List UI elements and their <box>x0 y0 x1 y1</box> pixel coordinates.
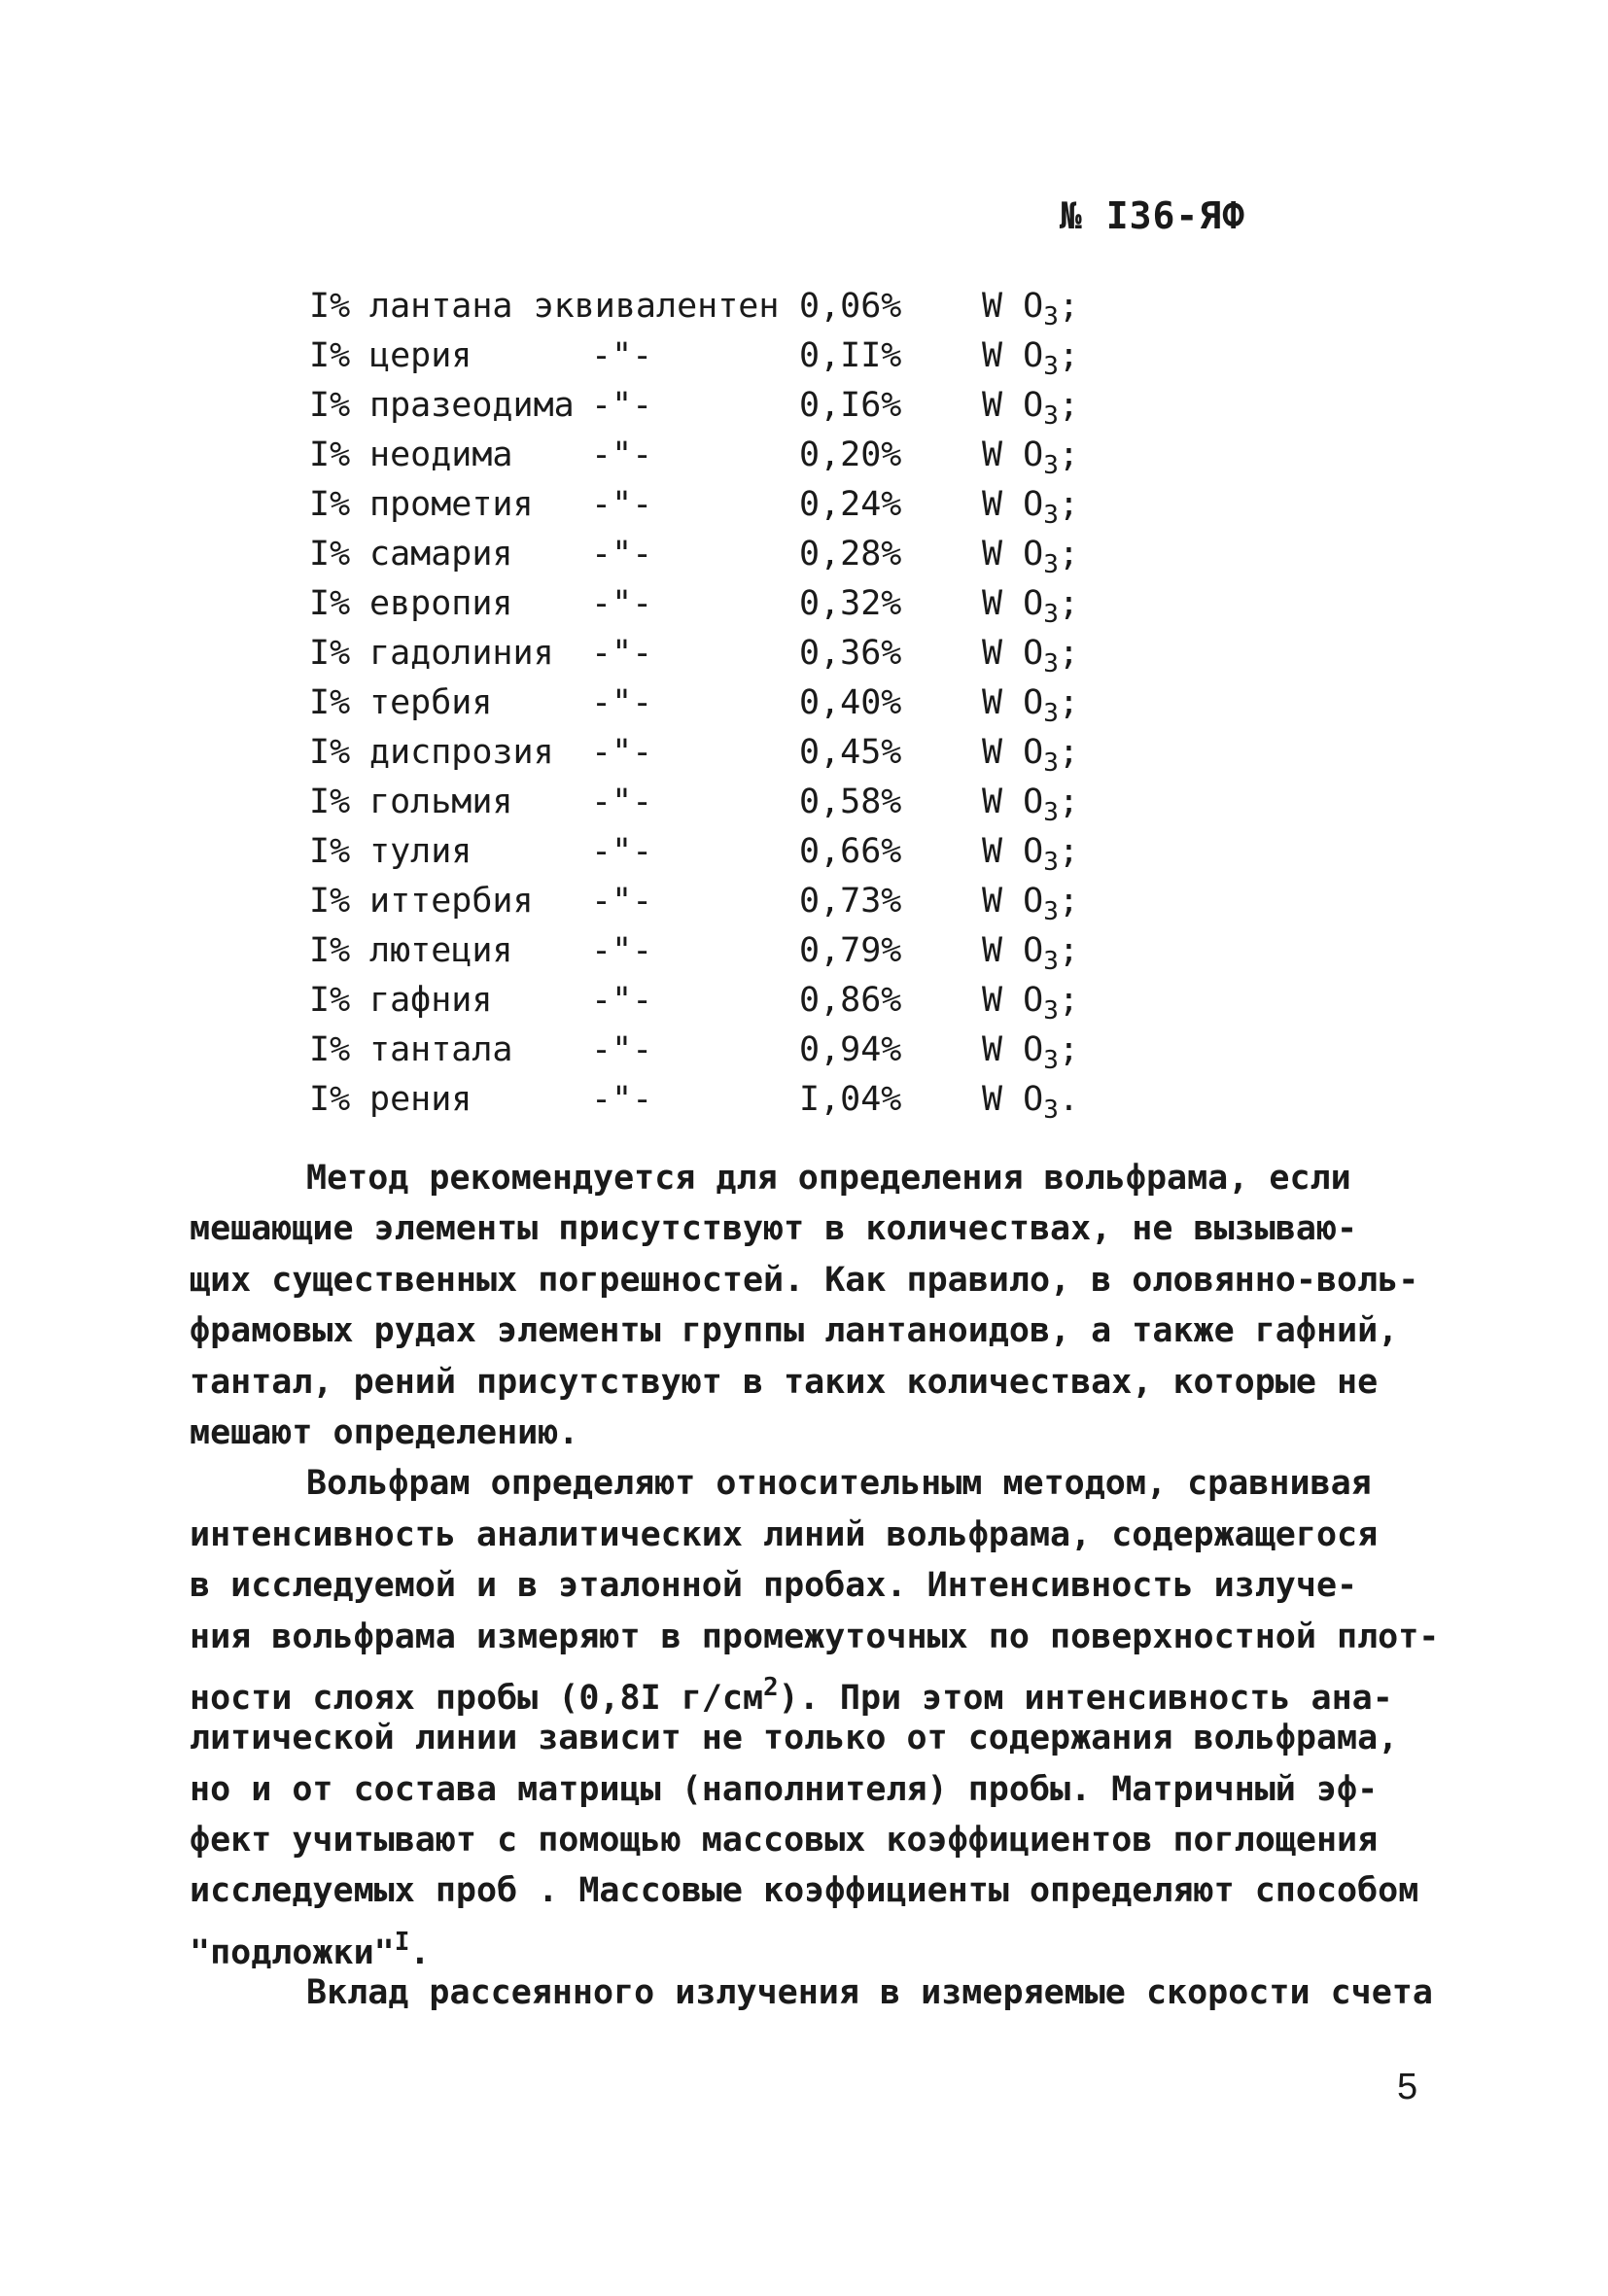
formula-end: ; <box>1058 435 1079 474</box>
formula <box>982 1075 1079 1135</box>
equivalent-value: 0,32% <box>799 584 902 623</box>
percent-label: I% <box>309 435 351 474</box>
ditto-mark: -"- <box>591 435 653 474</box>
equivalents-table <box>309 282 1184 1125</box>
doc-number: № I36-ЯФ <box>1060 194 1246 237</box>
element-name: тулия <box>369 832 472 871</box>
formula-subscript: 3 <box>1043 748 1059 778</box>
formula-base: W O <box>982 981 1044 1020</box>
element-name: тантала <box>369 1030 513 1069</box>
line-text: "подложки" <box>190 1932 395 1972</box>
formula-end: ; <box>1058 832 1079 871</box>
element-name: иттербия <box>369 882 534 921</box>
line-text: ности слоях пробы (0,8I г/см <box>190 1678 764 1718</box>
paragraph-line: мешающие элементы присутствуют в количествах, не вызываю- <box>190 1209 1358 1249</box>
equivalent-row <box>309 530 1184 579</box>
equivalent-value: 0,I6% <box>799 386 902 425</box>
formula-subscript: 3 <box>1043 1096 1059 1125</box>
formula-end: ; <box>1058 634 1079 673</box>
percent-label: I% <box>309 535 351 574</box>
percent-label: I% <box>309 485 351 524</box>
percent-label: I% <box>309 386 351 425</box>
percent-label: I% <box>309 931 351 970</box>
formula-subscript: 3 <box>1043 699 1059 728</box>
equivalent-row <box>309 728 1184 778</box>
percent-label: I% <box>309 336 351 375</box>
ditto-mark: -"- <box>591 584 653 623</box>
body-text <box>190 1153 1440 2019</box>
equivalent-value: 0,36% <box>799 634 902 673</box>
percent-label: I% <box>309 882 351 921</box>
element-name: самария <box>369 535 513 574</box>
line-text: ). При этом интенсивность ана- <box>778 1678 1393 1718</box>
equivalent-row <box>309 827 1184 877</box>
percent-label: I% <box>309 832 351 871</box>
percent-label: I% <box>309 634 351 673</box>
formula-base: W O <box>982 683 1044 722</box>
equivalent-value: I,04% <box>799 1080 902 1119</box>
line-text: . <box>409 1932 431 1972</box>
ditto-mark: -"- <box>591 1080 653 1119</box>
ditto-mark: -"- <box>591 683 653 722</box>
paragraph-line: Вольфрам определяют относительным методом, сравнивая <box>306 1464 1372 1504</box>
element-name: рения <box>369 1080 472 1119</box>
element-name: неодима <box>369 435 513 474</box>
element-name: гольмия <box>369 783 513 821</box>
page-number: 5 <box>1397 2067 1418 2107</box>
element-name: гадолиния <box>369 634 554 673</box>
equivalent-row <box>309 1075 1184 1125</box>
formula-base: W O <box>982 535 1044 574</box>
formula-end: ; <box>1058 336 1079 375</box>
ditto-mark: -"- <box>591 535 653 574</box>
formula-end: ; <box>1058 535 1079 574</box>
ditto-mark: -"- <box>591 336 653 375</box>
percent-label: I% <box>309 1030 351 1069</box>
percent-label: I% <box>309 783 351 821</box>
percent-label: I% <box>309 683 351 722</box>
ditto-mark: -"- <box>591 733 653 772</box>
ditto-mark: -"- <box>591 783 653 821</box>
percent-label: I% <box>309 287 351 326</box>
formula-end: ; <box>1058 1030 1079 1069</box>
paragraph-line: щих существенных погрешностей. Как правило, в оловянно-воль- <box>190 1260 1419 1300</box>
element-name: церия <box>369 336 472 375</box>
paragraph-line: но и от состава матрицы (наполнителя) пробы. Матричный эф- <box>190 1769 1379 1809</box>
percent-label: I% <box>309 584 351 623</box>
formula-base: W O <box>982 435 1044 474</box>
element-name: лютеция <box>369 931 513 970</box>
element-name: европия <box>369 584 513 623</box>
paragraph-line: Вклад рассеянного излучения в измеряемые скорости счета <box>306 1973 1433 2013</box>
paragraph-line: ния вольфрама измеряют в промежуточных по поверхностной плот- <box>190 1617 1440 1656</box>
formula-end: ; <box>1058 882 1079 921</box>
ditto-mark: -"- <box>591 386 653 425</box>
equivalent-value: 0,94% <box>799 1030 902 1069</box>
paragraph-1 <box>190 1153 1434 1458</box>
paragraph-line <box>190 1917 1434 1972</box>
formula-subscript: 3 <box>1043 600 1059 629</box>
ditto-mark: -"- <box>591 1030 653 1069</box>
equivalent-value: 0,66% <box>799 832 902 871</box>
equivalent-value: 0,06% <box>799 287 902 326</box>
paragraph-line: литической линии зависит не только от содержания вольфрама, <box>190 1719 1399 1758</box>
formula-subscript: 3 <box>1043 947 1059 976</box>
formula-end: ; <box>1058 287 1079 326</box>
formula-end: . <box>1058 1080 1079 1119</box>
equivalent-row <box>309 381 1184 431</box>
paragraph-line: мешают определению. <box>190 1412 579 1452</box>
superscript: 2 <box>763 1672 779 1702</box>
formula-end: ; <box>1058 683 1079 722</box>
formula-base: W O <box>982 485 1044 524</box>
equivalent-row <box>309 1026 1184 1075</box>
formula-subscript: 3 <box>1043 501 1059 530</box>
equivalent-row <box>309 678 1184 728</box>
element-name: диспрозия <box>369 733 554 772</box>
paragraph-line: тантал, рений присутствуют в таких количествах, которые не <box>190 1362 1379 1402</box>
percent-label: I% <box>309 733 351 772</box>
formula-end: ; <box>1058 733 1079 772</box>
paragraph-line: исследуемых проб . Массовые коэффициенты определяют способом <box>190 1871 1419 1911</box>
equivalent-row <box>309 331 1184 381</box>
paragraph-2 <box>190 1458 1440 1972</box>
equivalent-value: 0,II% <box>799 336 902 375</box>
equivalent-value: 0,79% <box>799 931 902 970</box>
formula-subscript: 3 <box>1043 302 1059 331</box>
formula-subscript: 3 <box>1043 649 1059 678</box>
formula-base: W O <box>982 783 1044 821</box>
formula-subscript: 3 <box>1043 798 1059 827</box>
equivalent-row <box>309 282 1184 331</box>
equivalent-row <box>309 877 1184 926</box>
footnote-mark: I <box>394 1927 410 1957</box>
formula-base: W O <box>982 634 1044 673</box>
ditto-mark: -"- <box>591 931 653 970</box>
formula-subscript: 3 <box>1043 451 1059 480</box>
element-name: празеодима <box>369 386 575 425</box>
formula-subscript: 3 <box>1043 996 1059 1026</box>
ditto-mark: -"- <box>591 981 653 1020</box>
element-name: гафния <box>369 981 493 1020</box>
equivalent-value: 0,28% <box>799 535 902 574</box>
formula-subscript: 3 <box>1043 848 1059 877</box>
element-name: лантана эквивалентен <box>369 287 780 326</box>
formula-base: W O <box>982 1030 1044 1069</box>
ditto-mark: -"- <box>591 634 653 673</box>
equivalent-row <box>309 629 1184 678</box>
ditto-mark: -"- <box>591 832 653 871</box>
equivalent-value: 0,24% <box>799 485 902 524</box>
formula-end: ; <box>1058 783 1079 821</box>
paragraph-3 <box>190 1967 1434 2018</box>
paragraph-line: Метод рекомендуется для определения вольфрама, если <box>306 1159 1351 1198</box>
element-name: тербия <box>369 683 493 722</box>
formula-end: ; <box>1058 386 1079 425</box>
equivalent-row <box>309 480 1184 530</box>
ditto-mark: -"- <box>591 485 653 524</box>
formula-subscript: 3 <box>1043 352 1059 381</box>
equivalent-value: 0,73% <box>799 882 902 921</box>
formula-subscript: 3 <box>1043 897 1059 926</box>
formula-base: W O <box>982 336 1044 375</box>
equivalent-value: 0,45% <box>799 733 902 772</box>
formula-base: W O <box>982 832 1044 871</box>
formula-subscript: 3 <box>1043 550 1059 579</box>
paragraph-line: фрамовых рудах элементы группы лантаноидов, а также гафний, <box>190 1311 1399 1351</box>
paragraph-line: интенсивность аналитических линий вольфрама, содержащегося <box>190 1514 1379 1554</box>
equivalent-value: 0,40% <box>799 683 902 722</box>
formula-base: W O <box>982 386 1044 425</box>
formula-end: ; <box>1058 485 1079 524</box>
equivalent-row <box>309 431 1184 480</box>
formula-subscript: 3 <box>1043 401 1059 431</box>
formula-base: W O <box>982 287 1044 326</box>
equivalent-value: 0,86% <box>799 981 902 1020</box>
paragraph-line: фект учитывают с помощью массовых коэффициентов поглощения <box>190 1821 1379 1861</box>
paragraph-line: в исследуемой и в эталонной пробах. Интенсивность излуче- <box>190 1566 1358 1606</box>
equivalent-row <box>309 926 1184 976</box>
formula-end: ; <box>1058 981 1079 1020</box>
formula-end: ; <box>1058 931 1079 970</box>
formula-base: W O <box>982 1080 1044 1119</box>
formula-base: W O <box>982 733 1044 772</box>
element-name: прометия <box>369 485 534 524</box>
ditto-mark: -"- <box>591 882 653 921</box>
formula-subscript: 3 <box>1043 1046 1059 1075</box>
equivalent-row <box>309 778 1184 827</box>
formula-base: W O <box>982 931 1044 970</box>
equivalent-value: 0,20% <box>799 435 902 474</box>
formula-base: W O <box>982 882 1044 921</box>
percent-label: I% <box>309 981 351 1020</box>
formula-end: ; <box>1058 584 1079 623</box>
percent-label: I% <box>309 1080 351 1119</box>
paragraph-line <box>190 1662 1434 1718</box>
equivalent-row <box>309 579 1184 629</box>
equivalent-row <box>309 976 1184 1026</box>
equivalent-value: 0,58% <box>799 783 902 821</box>
formula-base: W O <box>982 584 1044 623</box>
